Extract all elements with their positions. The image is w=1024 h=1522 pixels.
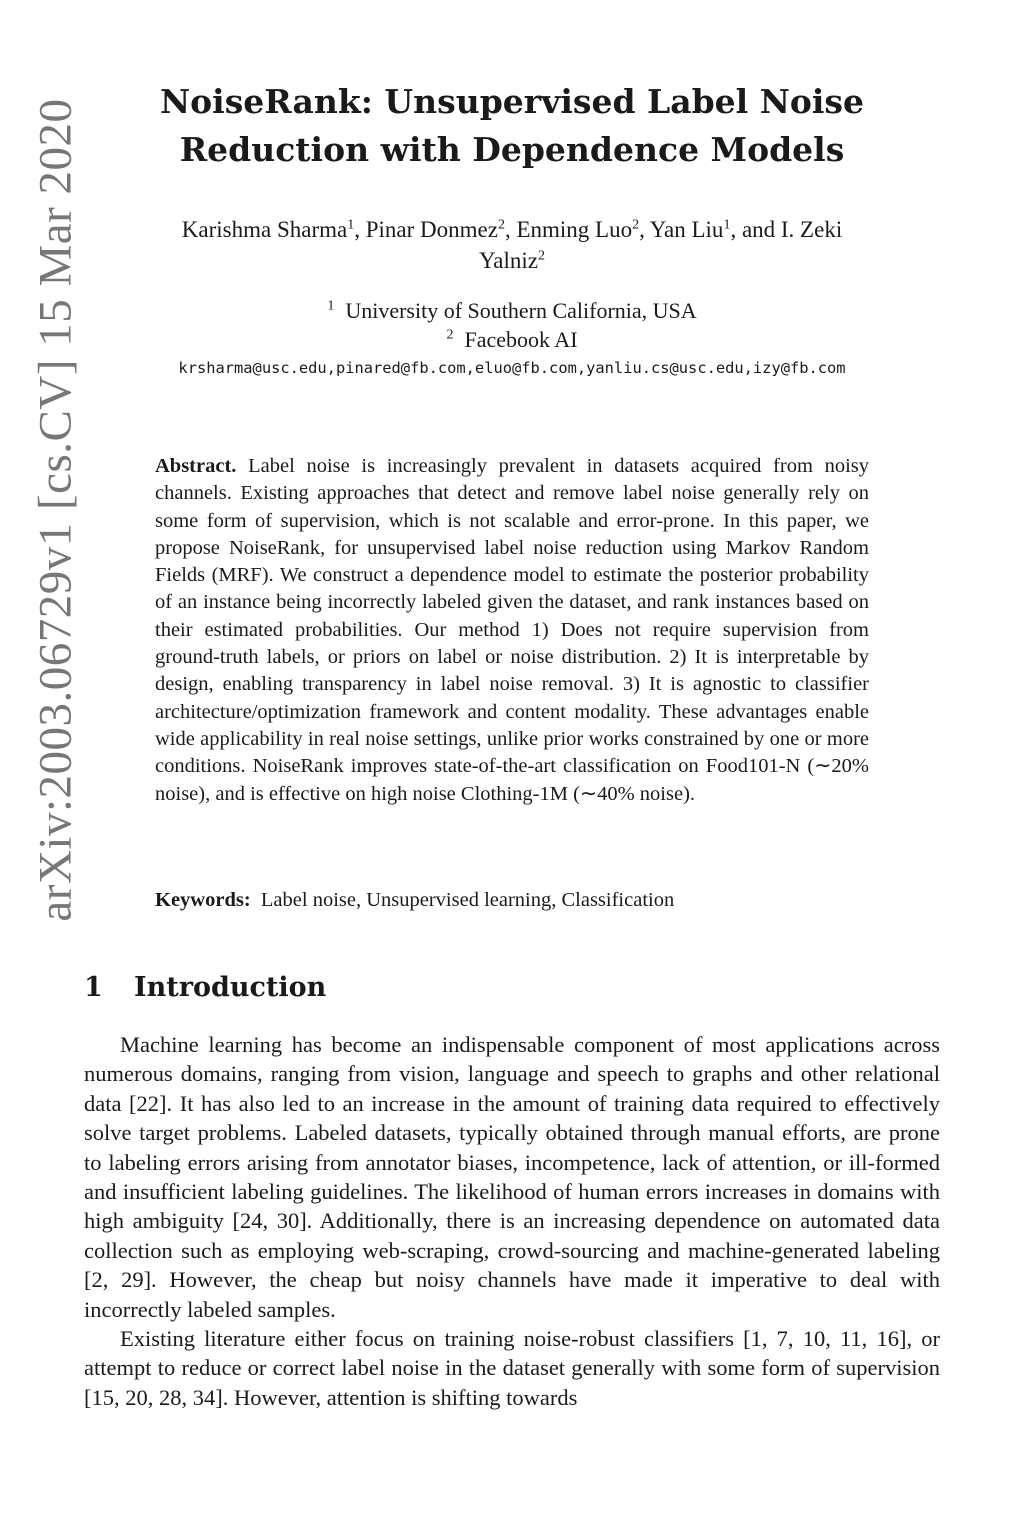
author-line-1 [110,214,914,245]
introduction-body [84,1030,940,1412]
author-name: , Pinar Donmez [354,217,498,242]
abstract-label: Abstract. [155,455,237,477]
abstract [155,453,869,808]
affiliation-name: University of Southern California, USA [345,298,697,323]
paragraph: Existing literature either focus on training noise-robust classifiers [1, 7, 10, 11, 16], or attempt to reduce or correct label noise in the dataset generally with some form of supervision [15, 20, 28, 34]. However, attention is shifting towards [84,1326,940,1410]
keywords [155,886,869,914]
affiliation-marker: 2 [446,327,454,343]
paragraph: Machine learning has become an indispensable component of most applications across numerous domains, ranging from vision, language and speech to graphs and other relational data [22]. It has also led to an increase in the amount of training data required to effectively solve target problems. Labeled datasets, typically obtained through manual efforts, are prone to labeling errors arising from annotator biases, incompetence, lack of attention, or ill-formed and insufficient labeling guidelines. The likelihood of human errors increases in domains with high ambiguity [24, 30]. Additionally, there is an increasing dependence on automated data collection such as employing web-scraping, crowd-sourcing and machine-generated labeling [2, 29]. However, the cheap but noisy channels have made it imperative to deal with incorrectly labeled samples. [84,1032,940,1322]
keywords-label: Keywords: [155,889,251,911]
author-name: , Enming Luo [504,217,633,242]
section-number: 1 [84,972,103,1003]
affiliation-marker: 2 [538,248,545,264]
author-name: , and I. Zeki [730,217,843,242]
author-line-2 [110,245,914,276]
author-name: Yalniz [478,248,538,273]
arxiv-identifier: arXiv:2003.06729v1 [cs.CV] 15 Mar 2020 [30,98,82,922]
author-emails: krsharma@usc.edu,pinared@fb.com,eluo@fb.com,yanliu.cs@usc.edu,izy@fb.com [178,359,846,377]
title-line-1: NoiseRank: Unsupervised Label Noise [160,82,864,121]
abstract-text: Label noise is increasingly prevalent in datasets acquired from noisy channels. Existing approaches that detect and remove label noise generally rely on some form of supervision, which is not scalable and error-prone. In this paper, we propose NoiseRank, for unsupervised label noise reduction using Markov Random Fields (MRF). We construct a dependence model to estimate the posterior probability of an instance being incorrectly labeled given the dataset, and rank instances based on their estimated probabilities. Our method 1) Does not require supervision from ground-truth labels, or priors on label or noise distribution. 2) It is interpretable by design, enabling transparency in label noise removal. 3) It is agnostic to classifier architecture/optimization framework and content modality. These advantages enable wide applicability in real noise settings, unlike prior works constrained by one or more conditions. NoiseRank improves state-of-the-art classification on Food101-N (∼20% noise), and is effective on high noise Clothing-1M (∼40% noise). [155,455,869,805]
arxiv-stamp [20,70,92,950]
author-name: Karishma Sharma [181,217,348,242]
affiliation-marker: 1 [723,217,731,233]
section-heading [84,972,326,1003]
paper-title [110,78,914,174]
affiliation-marker: 2 [632,217,640,233]
keywords-text: Label noise, Unsupervised learning, Classification [260,889,675,911]
affiliation-1 [110,296,914,325]
affiliation-marker: 1 [347,217,355,233]
affiliation-2 [110,325,914,354]
affiliation-name: Facebook AI [464,327,578,352]
author-name: , Yan Liu [639,217,724,242]
section-title: Introduction [134,972,327,1003]
affiliation-list [110,296,914,354]
author-list [110,214,914,276]
affiliation-marker: 2 [497,217,505,233]
title-line-2: Reduction with Dependence Models [179,130,845,169]
affiliation-marker: 1 [327,298,335,314]
